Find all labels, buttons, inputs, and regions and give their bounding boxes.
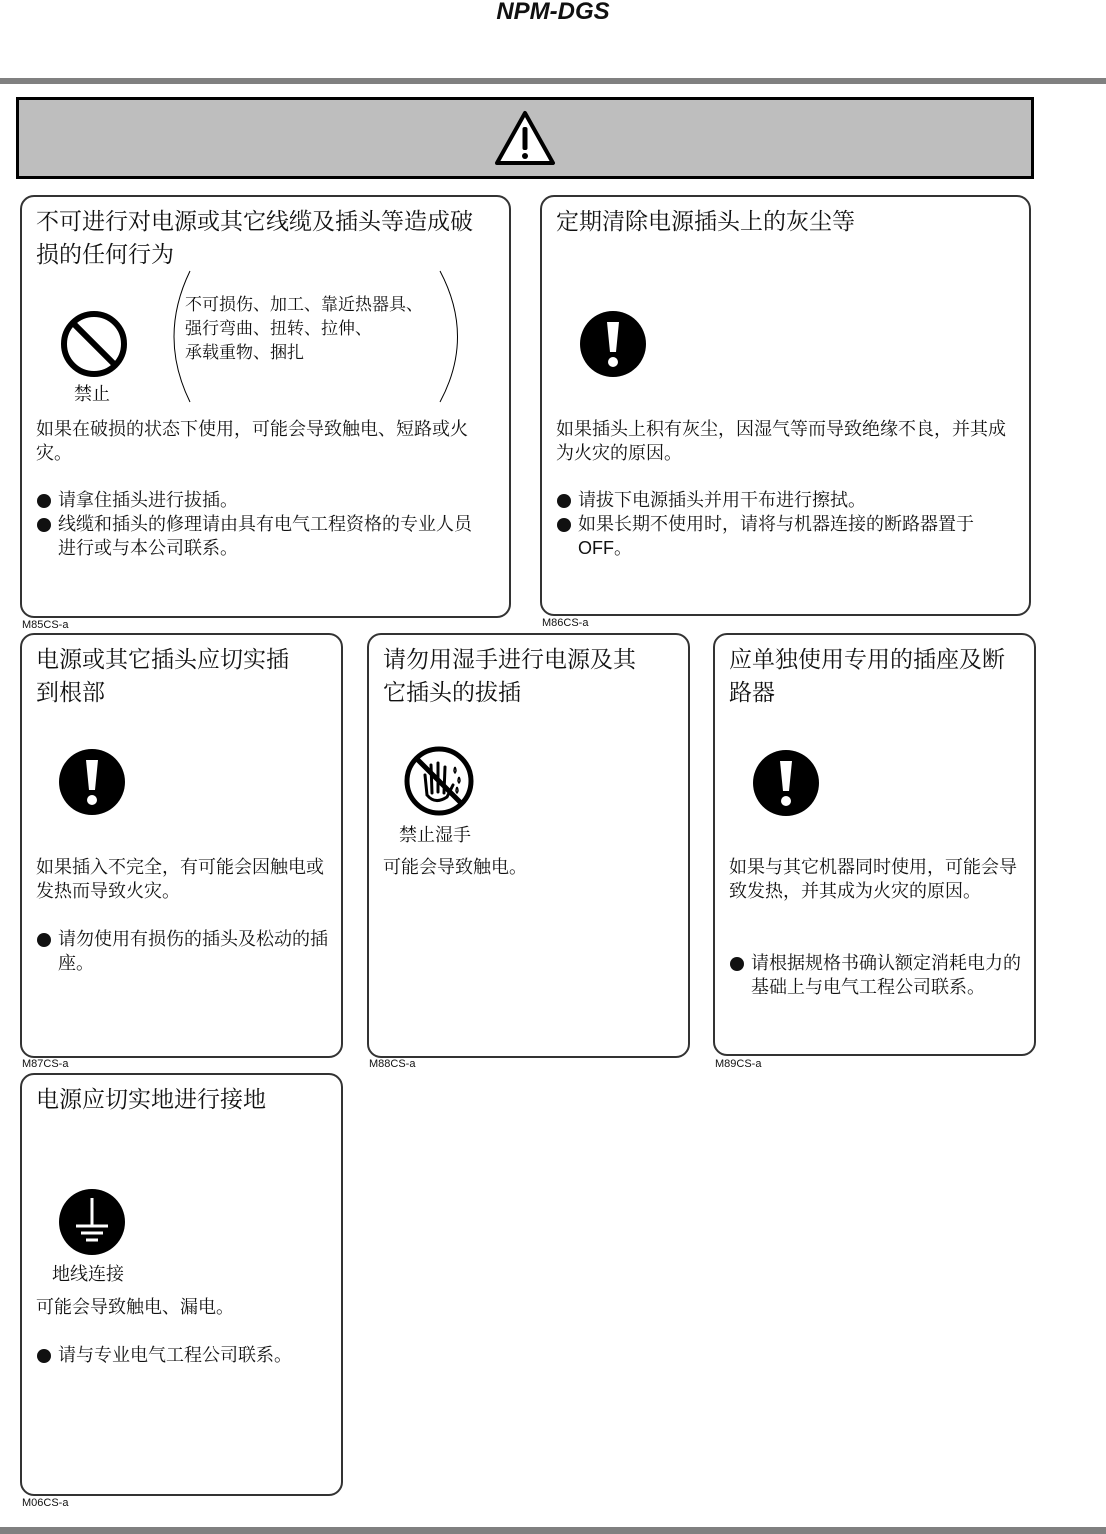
card-title: 定期清除电源插头上的灰尘等 — [556, 208, 855, 234]
caution-card-grounding — [20, 1073, 343, 1496]
caution-card-dedicated-outlet — [713, 633, 1036, 1056]
bullet-item: 请与专业电气工程公司联系。 — [36, 1343, 331, 1367]
card-code: M88CS-a — [369, 1058, 416, 1070]
detail-line: 强行弯曲、扭转、拉伸、 — [185, 319, 372, 338]
bullet-item: 请拔下电源插头并用干布进行擦拭。 — [556, 488, 1001, 512]
prohibition-icon — [60, 310, 128, 378]
card-description: 如果插入不完全，有可能会因触电或发热而导致火灾。 — [36, 857, 324, 901]
icon-label: 禁止湿手 — [399, 825, 471, 845]
bullet-item: 线缆和插头的修理请由具有电气工程资格的专业人员进行或与本公司联系。 — [36, 512, 481, 560]
caution-card-plug-fully — [20, 633, 343, 1058]
caution-card-damaged-cables — [20, 195, 511, 618]
icon-label: 地线连接 — [52, 1264, 124, 1284]
card-title: 电源或其它插头应切实插到根部 — [36, 646, 289, 705]
card-bullets — [36, 1343, 331, 1367]
card-title: 应单独使用专用的插座及断路器 — [729, 646, 1005, 705]
card-bullets — [729, 951, 1024, 999]
card-title: 不可进行对电源或其它线缆及插头等造成破损的任何行为 — [36, 208, 473, 267]
card-code: M89CS-a — [715, 1058, 762, 1070]
detail-line: 不可损伤、加工、靠近热器具、 — [185, 295, 423, 314]
warning-triangle-icon — [494, 110, 556, 166]
bullet-item: 请拿住插头进行拔插。 — [36, 488, 481, 512]
card-description: 如果与其它机器同时使用，可能会导致发热，并其成为火灾的原因。 — [729, 857, 1017, 901]
card-description: 如果在破损的状态下使用，可能会导致触电、短路或火灾。 — [36, 419, 468, 463]
bullet-item: 请根据规格书确认额定消耗电力的基础上与电气工程公司联系。 — [729, 951, 1024, 999]
icon-label: 禁止 — [74, 384, 110, 404]
card-bullets — [556, 488, 1001, 560]
caution-card-dust — [540, 195, 1031, 616]
model-header: NPM-DGS — [496, 0, 610, 25]
card-bullets — [36, 927, 331, 975]
warning-banner — [16, 97, 1034, 179]
card-bullets — [36, 488, 481, 560]
detail-list — [185, 293, 423, 365]
card-code: M85CS-a — [22, 619, 69, 631]
card-code: M06CS-a — [22, 1497, 69, 1509]
detail-line: 承载重物、捆扎 — [185, 343, 304, 362]
card-description: 如果插头上积有灰尘，因湿气等而导致绝缘不良，并其成为火灾的原因。 — [556, 419, 1006, 463]
ground-connection-icon — [58, 1188, 126, 1256]
no-wet-hands-icon — [403, 745, 475, 817]
card-description: 可能会导致触电、漏电。 — [36, 1297, 234, 1317]
card-title: 电源应切实地进行接地 — [36, 1086, 266, 1112]
card-title: 请勿用湿手进行电源及其它插头的拔插 — [383, 646, 636, 705]
mandatory-exclamation-icon — [579, 310, 647, 378]
mandatory-exclamation-icon — [752, 749, 820, 817]
card-code: M86CS-a — [542, 617, 589, 629]
caution-card-wet-hands — [367, 633, 690, 1058]
mandatory-exclamation-icon — [58, 748, 126, 816]
card-description: 可能会导致触电。 — [383, 857, 527, 877]
bullet-item: 请勿使用有损伤的插头及松动的插座。 — [36, 927, 331, 975]
top-divider — [0, 78, 1106, 84]
bottom-divider — [0, 1527, 1106, 1534]
card-code: M87CS-a — [22, 1058, 69, 1070]
bullet-item: 如果长期不使用时，请将与机器连接的断路器置于OFF。 — [556, 512, 1001, 560]
